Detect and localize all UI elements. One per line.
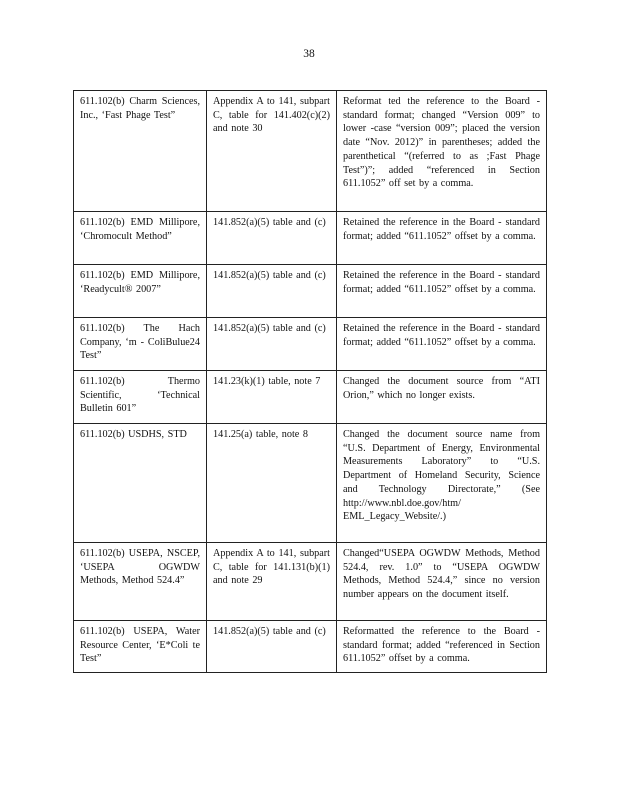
section-cell: 611.102(b) The Hach Company, ‘m - ColiBulue24 Test” xyxy=(74,318,207,371)
revisions-table xyxy=(73,90,547,673)
action-cell: Retained the reference in the Board - standard format; added “611.1052” offset by a comma. xyxy=(337,265,547,318)
table-row xyxy=(74,91,547,212)
cfr-reference-cell: 141.852(a)(5) table and (c) xyxy=(207,212,337,265)
section-cell: 611.102(b) EMD Millipore, ‘Readycult® 2007” xyxy=(74,265,207,318)
cfr-reference-cell: 141.852(a)(5) table and (c) xyxy=(207,318,337,371)
cfr-reference-cell: 141.852(a)(5) table and (c) xyxy=(207,265,337,318)
action-cell: Changed“USEPA OGWDW Methods, Method 524.4, rev. 1.0” to “USEPA OGWDW Methods, Method 524.4,” since no version number appears on the document itself. xyxy=(337,543,547,621)
section-cell: 611.102(b) USDHS, STD xyxy=(74,424,207,543)
action-cell: Reformatted the reference to the Board - standard format; added “referenced in Section 611.1052” offset by a comma. xyxy=(337,621,547,673)
cfr-reference-cell: 141.25(a) table, note 8 xyxy=(207,424,337,543)
section-cell: 611.102(b) USEPA, NSCEP, ‘USEPA OGWDW Methods, Method 524.4” xyxy=(74,543,207,621)
section-cell: 611.102(b) EMD Millipore, ‘Chromocult Method” xyxy=(74,212,207,265)
table-row xyxy=(74,318,547,371)
action-cell: Changed the document source from “ATI Orion,” which no longer exists. xyxy=(337,371,547,424)
table-row xyxy=(74,424,547,543)
cfr-reference-cell: Appendix A to 141, subpart C, table for 141.131(b)(1) and note 29 xyxy=(207,543,337,621)
cfr-reference-cell: 141.852(a)(5) table and (c) xyxy=(207,621,337,673)
table-row xyxy=(74,212,547,265)
section-cell: 611.102(b) USEPA, Water Resource Center, ‘E*Coli te Test” xyxy=(74,621,207,673)
cfr-reference-cell: 141.23(k)(1) table, note 7 xyxy=(207,371,337,424)
section-cell: 611.102(b) Charm Sciences, Inc., ‘Fast Phage Test” xyxy=(74,91,207,212)
page-number: 38 xyxy=(303,48,315,60)
cfr-reference-cell: Appendix A to 141, subpart C, table for 141.402(c)(2) and note 30 xyxy=(207,91,337,212)
action-cell: Retained the reference in the Board - standard format; added “611.1052” offset by a comma. xyxy=(337,318,547,371)
action-cell: Reformat ted the reference to the Board - standard format; changed “Version 009” to lower -case “version 009”; placed the version date “Nov. 2012)” in parentheses; added the parenthetical “(referred to as ;Fast Phage Test”)”; added “referenced in Section 611.1052” off set by a comma. xyxy=(337,91,547,212)
table-row xyxy=(74,371,547,424)
action-cell: Changed the document source name from “U.S. Department of Energy, Environmental Measurements Laboratory” to “U.S. Department of Homeland Security, Science and Technology Directorate,” (See http://www.nbl.doe.gov/htm/ EML_Legacy_Website/.) xyxy=(337,424,547,543)
action-cell: Retained the reference in the Board - standard format; added “611.1052” offset by a comma. xyxy=(337,212,547,265)
table-row xyxy=(74,621,547,673)
section-cell: 611.102(b) Thermo Scientific, ‘Technical Bulletin 601” xyxy=(74,371,207,424)
table-row xyxy=(74,543,547,621)
table-row xyxy=(74,265,547,318)
